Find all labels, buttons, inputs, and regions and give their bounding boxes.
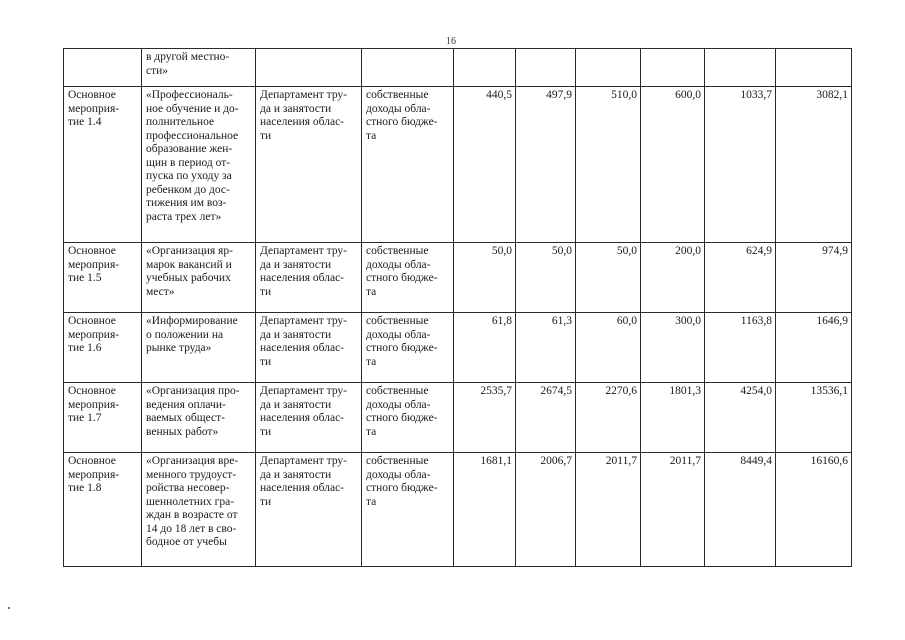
funding-source-cell: собственные доходы обла- стного бюдже- та [362,383,454,453]
table-row [64,453,852,567]
amount-cell: 200,0 [641,243,705,313]
event-name-cell: «Информирование о положении на рынке труда» [142,313,256,383]
amount-cell: 2535,7 [454,383,516,453]
amount-cell: 3082,1 [776,87,852,243]
scan-artifact [8,607,10,609]
executor-cell [256,49,362,87]
amount-cell: 4254,0 [705,383,776,453]
amount-cell [641,49,705,87]
executor-cell: Департамент тру- да и занятости населения облас- ти [256,313,362,383]
amount-cell: 974,9 [776,243,852,313]
event-name-cell: «Организация вре- менного трудоуст- ройства несовер- шеннолетних гра- ждан в возрасте от 14 до 18 лет в сво- бодное от учебы [142,453,256,567]
table-row [64,49,852,87]
amount-cell: 8449,4 [705,453,776,567]
amount-cell: 1801,3 [641,383,705,453]
amount-cell: 2006,7 [516,453,576,567]
amount-cell: 16160,6 [776,453,852,567]
amount-cell: 300,0 [641,313,705,383]
amount-cell: 13536,1 [776,383,852,453]
executor-cell: Департамент тру- да и занятости населения облас- ти [256,87,362,243]
amount-cell: 2011,7 [576,453,641,567]
amount-cell [516,49,576,87]
funding-source-cell: собственные доходы обла- стного бюдже- та [362,243,454,313]
executor-cell: Департамент тру- да и занятости населения облас- ти [256,383,362,453]
executor-cell: Департамент тру- да и занятости населения облас- ти [256,453,362,567]
table-row [64,313,852,383]
amount-cell: 1681,1 [454,453,516,567]
event-cell: Основное мероприя- тие 1.4 [64,87,142,243]
funding-source-cell: собственные доходы обла- стного бюдже- та [362,313,454,383]
amount-cell [776,49,852,87]
amount-cell: 50,0 [576,243,641,313]
amount-cell [705,49,776,87]
event-cell: Основное мероприя- тие 1.6 [64,313,142,383]
funding-source-cell [362,49,454,87]
amount-cell: 50,0 [516,243,576,313]
executor-cell: Департамент тру- да и занятости населения облас- ти [256,243,362,313]
event-cell: Основное мероприя- тие 1.7 [64,383,142,453]
event-cell: Основное мероприя- тие 1.8 [64,453,142,567]
amount-cell [454,49,516,87]
amount-cell: 60,0 [576,313,641,383]
amount-cell [576,49,641,87]
amount-cell: 2674,5 [516,383,576,453]
amount-cell: 1163,8 [705,313,776,383]
event-name-cell: в другой местно- сти» [142,49,256,87]
event-name-cell: «Организация яр- марок вакансий и учебных рабочих мест» [142,243,256,313]
event-name-cell: «Организация про- ведения оплачи- ваемых общест- венных работ» [142,383,256,453]
amount-cell: 2011,7 [641,453,705,567]
amount-cell: 1033,7 [705,87,776,243]
amount-cell: 497,9 [516,87,576,243]
amount-cell: 1646,9 [776,313,852,383]
event-cell [64,49,142,87]
table-body [64,49,852,567]
funding-source-cell: собственные доходы обла- стного бюдже- та [362,453,454,567]
amount-cell: 600,0 [641,87,705,243]
amount-cell: 510,0 [576,87,641,243]
amount-cell: 50,0 [454,243,516,313]
amount-cell: 61,3 [516,313,576,383]
event-cell: Основное мероприя- тие 1.5 [64,243,142,313]
amount-cell: 624,9 [705,243,776,313]
table-row [64,243,852,313]
amount-cell: 61,8 [454,313,516,383]
page-number: 16 [446,36,456,47]
table-row [64,383,852,453]
event-name-cell: «Профессиональ- ное обучение и до- полнительное профессиональное образование жен- щин в период от- пуска по уходу за ребенком до дос- тижения им воз- раста трех лет» [142,87,256,243]
amount-cell: 2270,6 [576,383,641,453]
funding-source-cell: собственные доходы обла- стного бюдже- та [362,87,454,243]
table-row [64,87,852,243]
budget-table [63,48,852,567]
amount-cell: 440,5 [454,87,516,243]
